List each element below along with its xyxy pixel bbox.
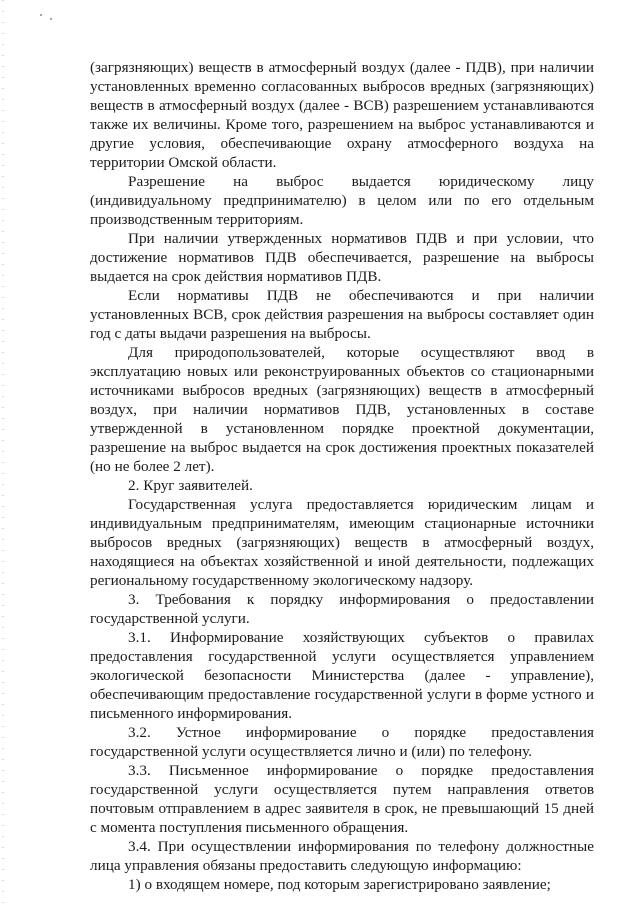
section-heading-informing: 3. Требования к порядку информирования о предоставлении государственной услуги. [90,591,594,627]
section-heading-applicants: 2. Круг заявителей. [128,477,253,494]
paragraph-3-3: 3.3. Письменное информирование о порядке предоставления государственной услуги осуществляется путем направления ответов почтовым отправлением в адрес заявителя в срок, не превышающий 15 дней с момента поступления письменного обращения. [90,762,594,836]
paragraph-3-2: 3.2. Устное информирование о порядке предоставления государственной услуги осуществляется лично и (или) по телефону. [90,724,594,760]
paragraph-approved-norms: При наличии утвержденных нормативов ПДВ и при условии, что достижение нормативов ПДВ обеспечивается, разрешение на выбросы выдается на срок действия нормативов ПДВ. [90,230,594,285]
paragraph-new-facilities: Для природопользователей, которые осуществляют ввод в эксплуатацию новых или реконструированных объектов со стационарными источниками выбросов вредных (загрязняющих) веществ в атмосферный воздух, при наличии нормативов ПДВ, установленных в составе утвержденной в установленном порядке проектной документации, разрешение на выброс выдается на срок достижения проектных показателей (но не более 2 лет). [90,344,594,475]
scan-edge-dots [2,0,4,905]
paragraph-applicants: Государственная услуга предоставляется юридическим лицам и индивидуальным предпринимателям, имеющим стационарные источники выбросов вредных (загрязняющих) веществ в атмосферный воздух, находящиеся на объектах хозяйственной и иной деятельности, подлежащих региональному государственному экологическому надзору. [90,496,594,589]
list-item-1: 1) о входящем номере, под которым зарегистрировано заявление; [128,876,551,893]
scan-speck [40,14,42,16]
paragraph-3-1: 3.1. Информирование хозяйствующих субъектов о правилах предоставления государственной услуги осуществляется управлением экологической безопасности Министерства (далее - управление), обеспечивающим предоставление государственной услуги в форме устного и письменного информирования. [90,629,594,722]
paragraph-temporary-norms: Если нормативы ПДВ не обеспечиваются и при наличии установленных ВСВ, срок действия разрешения на выбросы составляет один год с даты выдачи разрешения на выбросы. [90,287,594,342]
paragraph-continuation: (загрязняющих) веществ в атмосферный воздух (далее - ПДВ), при наличии установленных временно согласованных выбросов вредных (загрязняющих) веществ в атмосферный воздух (далее - ВСВ) разрешением устанавливаются также их величины. Кроме того, разрешением на выброс устанавливаются и другие условия, обеспечивающие охрану атмосферного воздуха на территории Омской области. [90,59,594,171]
paragraph-3-4: 3.4. При осуществлении информирования по телефону должностные лица управления обязаны предоставить следующую информацию: [90,838,594,874]
document-body [90,58,594,894]
scan-speck [50,18,52,20]
paragraph-permit-issuance: Разрешение на выброс выдается юридическому лицу (индивидуальному предпринимателю) в целом или по его отдельным производственным территориям. [90,173,594,228]
